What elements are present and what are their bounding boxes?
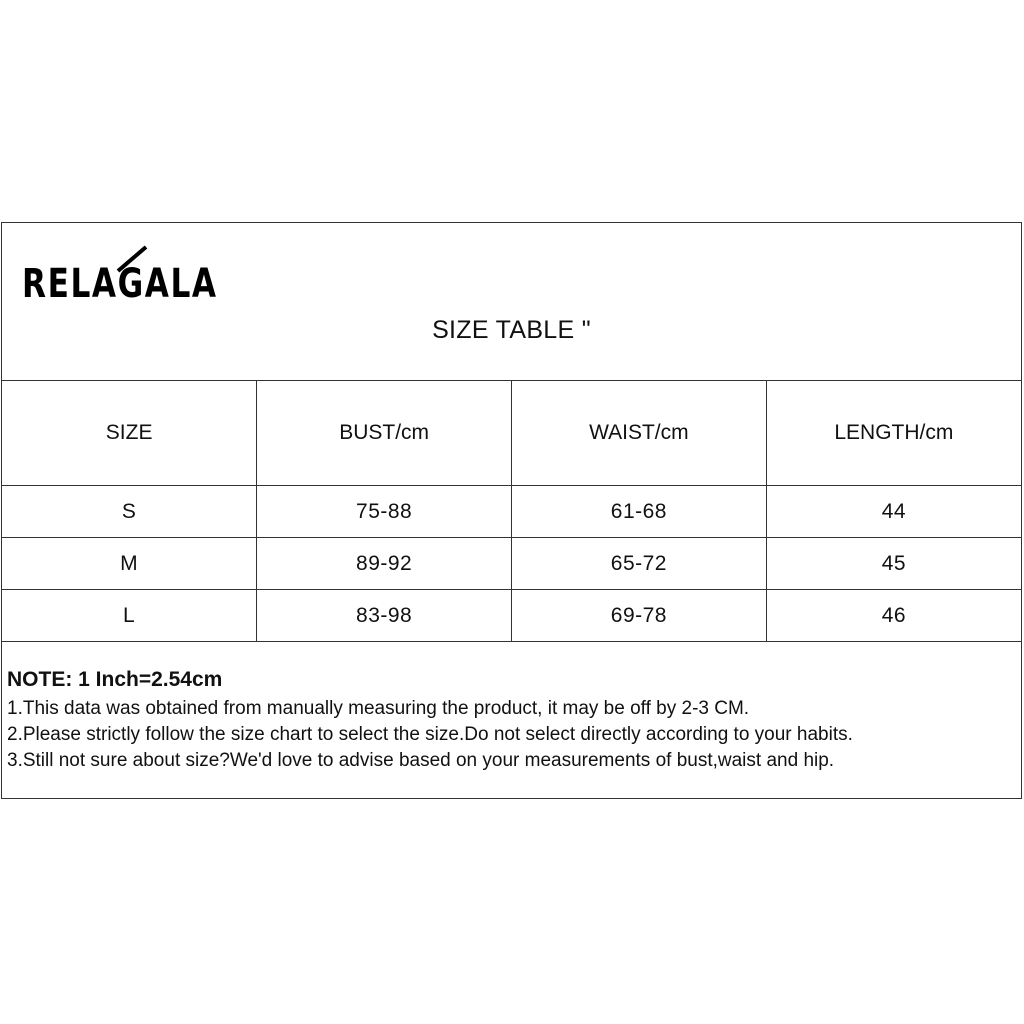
header-bust: BUST/cm <box>257 380 512 486</box>
cell-length: 45 <box>766 538 1021 590</box>
size-chart-card <box>1 222 1022 799</box>
page-title: SIZE TABLE " <box>432 316 591 344</box>
note-line: 2.Please strictly follow the size chart to select the size.Do not select directly according to your habits. <box>7 724 853 745</box>
cell-length: 44 <box>766 486 1021 538</box>
cell-waist: 61-68 <box>512 486 767 538</box>
cell-bust: 83-98 <box>257 590 512 642</box>
cell-size: S <box>2 486 257 538</box>
table-header-row <box>2 380 1021 486</box>
logo-text: RELAGALA <box>22 261 218 307</box>
note-line: 1.This data was obtained from manually measuring the product, it may be off by 2-3 CM. <box>7 698 750 719</box>
chart-header <box>2 223 1021 381</box>
header-waist: WAIST/cm <box>512 380 767 486</box>
cell-bust: 75-88 <box>257 486 512 538</box>
brand-logo <box>22 243 218 307</box>
cell-waist: 69-78 <box>512 590 767 642</box>
table-row <box>2 486 1021 538</box>
size-table <box>2 380 1021 642</box>
notes-section <box>7 668 1017 774</box>
table-row <box>2 590 1021 642</box>
cell-size: M <box>2 538 257 590</box>
cell-length: 46 <box>766 590 1021 642</box>
header-size: SIZE <box>2 380 257 486</box>
note-heading: NOTE: 1 Inch=2.54cm <box>7 668 223 691</box>
cell-size: L <box>2 590 257 642</box>
note-line: 3.Still not sure about size?We'd love to advise based on your measurements of bust,waist and hip. <box>7 750 835 771</box>
cell-bust: 89-92 <box>257 538 512 590</box>
header-length: LENGTH/cm <box>766 380 1021 486</box>
cell-waist: 65-72 <box>512 538 767 590</box>
table-row <box>2 538 1021 590</box>
